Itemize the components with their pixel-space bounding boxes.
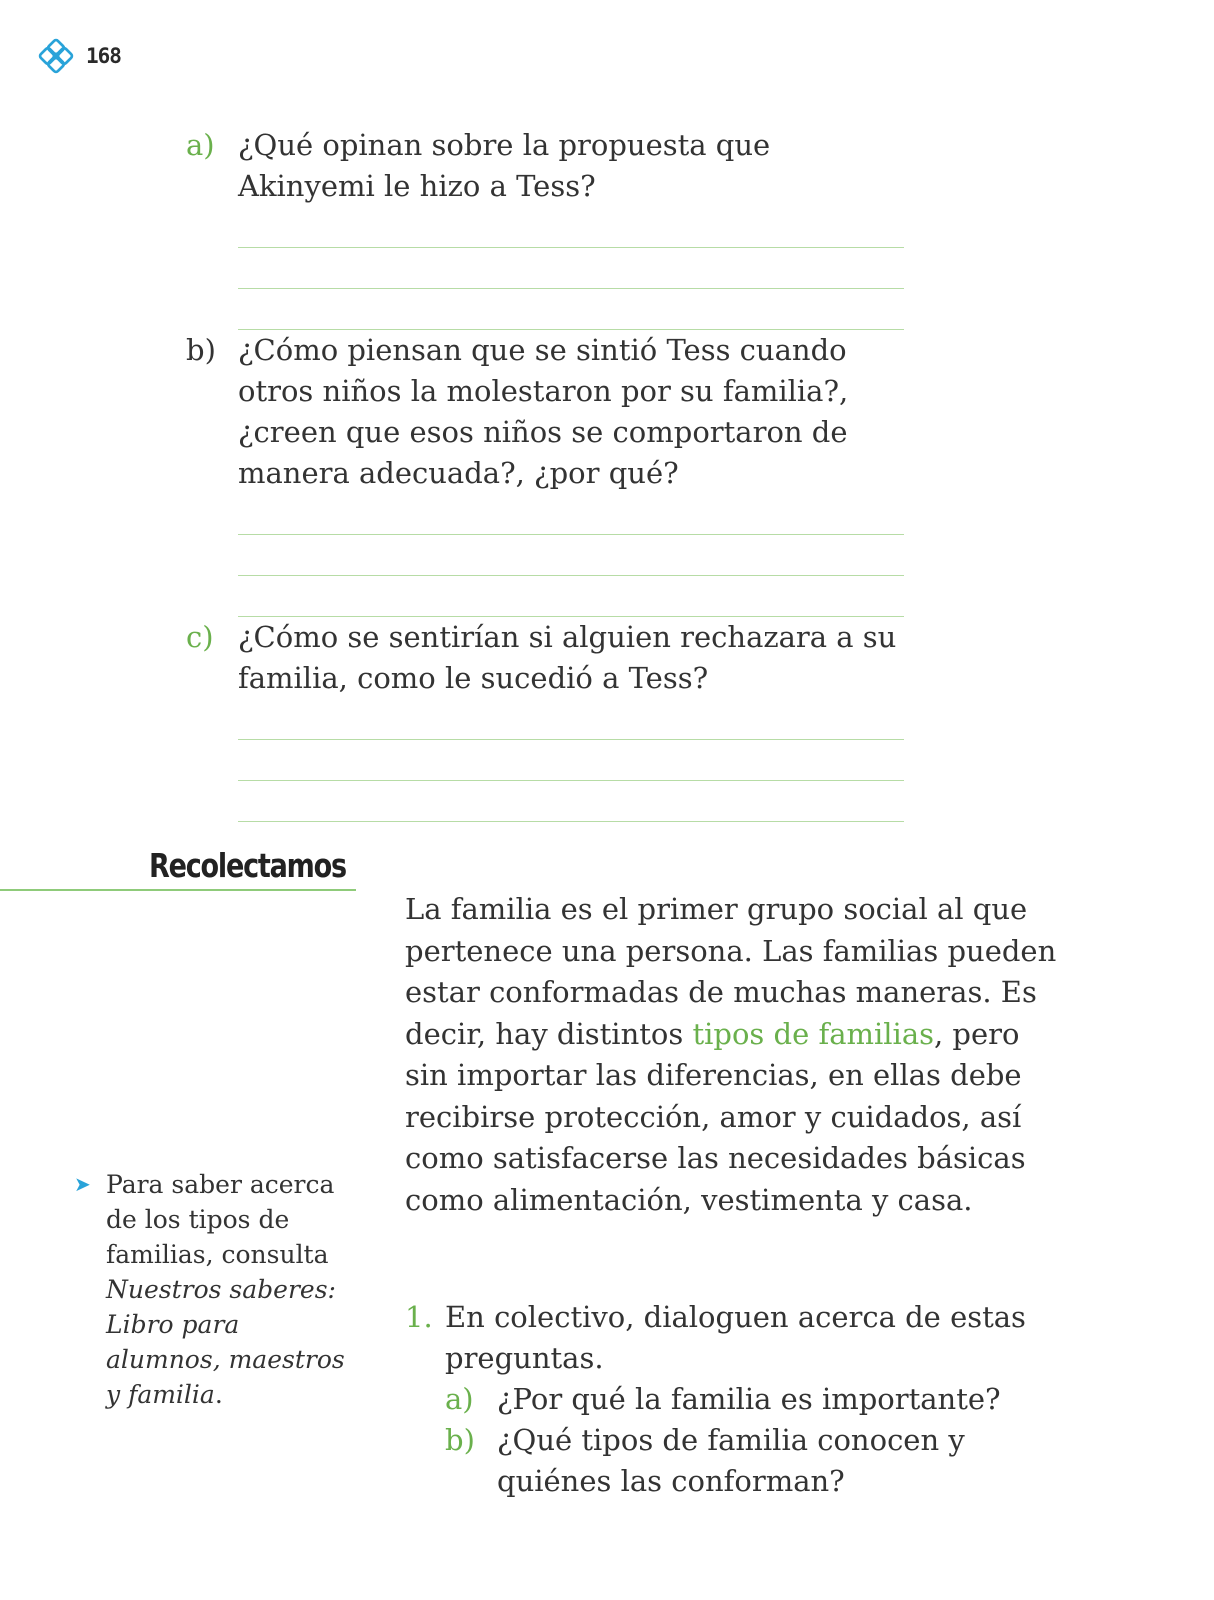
sidenote-plain: Para saber acerca de los tipos de familias, consulta (106, 1170, 335, 1269)
activity-text: En colectivo, dialoguen acerca de estas preguntas. (445, 1300, 1026, 1375)
question-letter: a) (186, 128, 215, 162)
question-b (186, 330, 906, 617)
section-title: Recolectamos (149, 846, 346, 885)
paragraph-text: La familia es el primer grupo social al que pertenece una persona. Las familias pueden estar conformadas de muchas maneras. Es decir, hay distintos (405, 892, 1057, 1051)
section-divider (0, 889, 356, 891)
answer-line[interactable] (238, 740, 904, 781)
paragraph-text: , pero sin importar las diferencias, en ellas debe recibirse protección, amor y cuidados, así como satisfacerse las necesidades básicas como alimentación, vestimenta y casa. (405, 1016, 1026, 1217)
question-letter: c) (186, 620, 214, 654)
activity-item-b (445, 1420, 1085, 1502)
activity-number: 1. (405, 1300, 433, 1334)
book-title: Nuestros saberes: Libro para alumnos, maestros y familia (106, 1275, 345, 1409)
answer-line[interactable] (238, 781, 904, 822)
answer-line[interactable] (238, 207, 904, 248)
answer-line[interactable] (238, 248, 904, 289)
question-text: ¿Qué opinan sobre la propuesta que Akinyemi le hizo a Tess? (238, 128, 771, 203)
sidenote-end: . (214, 1380, 223, 1409)
answer-line[interactable] (238, 699, 904, 740)
page-header (38, 38, 121, 74)
answer-line[interactable] (238, 576, 904, 617)
question-letter: b) (186, 333, 216, 367)
activity-1 (405, 1297, 1085, 1502)
item-text: ¿Qué tipos de familia conocen y quiénes las conforman? (497, 1423, 965, 1498)
activity-item-a (445, 1379, 1085, 1420)
snowflake-ornament-icon (38, 38, 74, 74)
answer-line[interactable] (238, 494, 904, 535)
arrow-right-icon: ➤ (74, 1172, 91, 1196)
answer-lines (238, 207, 904, 330)
answer-lines (238, 699, 904, 822)
answer-line[interactable] (238, 535, 904, 576)
intro-paragraph (405, 889, 1065, 1221)
page-number: 168 (86, 44, 121, 68)
question-text: ¿Cómo se sentirían si alguien rechazara a su familia, como le sucedió a Tess? (238, 620, 897, 695)
question-text: ¿Cómo piensan que se sintió Tess cuando otros niños la molestaron por su familia?, ¿creen que esos niños se comportaron de manera adecuada?, ¿por qué? (238, 333, 849, 490)
question-c (186, 617, 906, 822)
item-text: ¿Por qué la familia es importante? (497, 1382, 1001, 1416)
answer-line[interactable] (238, 289, 904, 330)
question-a (186, 125, 906, 330)
sidenote-text (106, 1167, 354, 1412)
answer-lines (238, 494, 904, 617)
item-letter: b) (445, 1423, 475, 1457)
sidenote (74, 1167, 354, 1412)
item-letter: a) (445, 1382, 474, 1416)
highlight-term: tipos de familias (692, 1016, 934, 1051)
